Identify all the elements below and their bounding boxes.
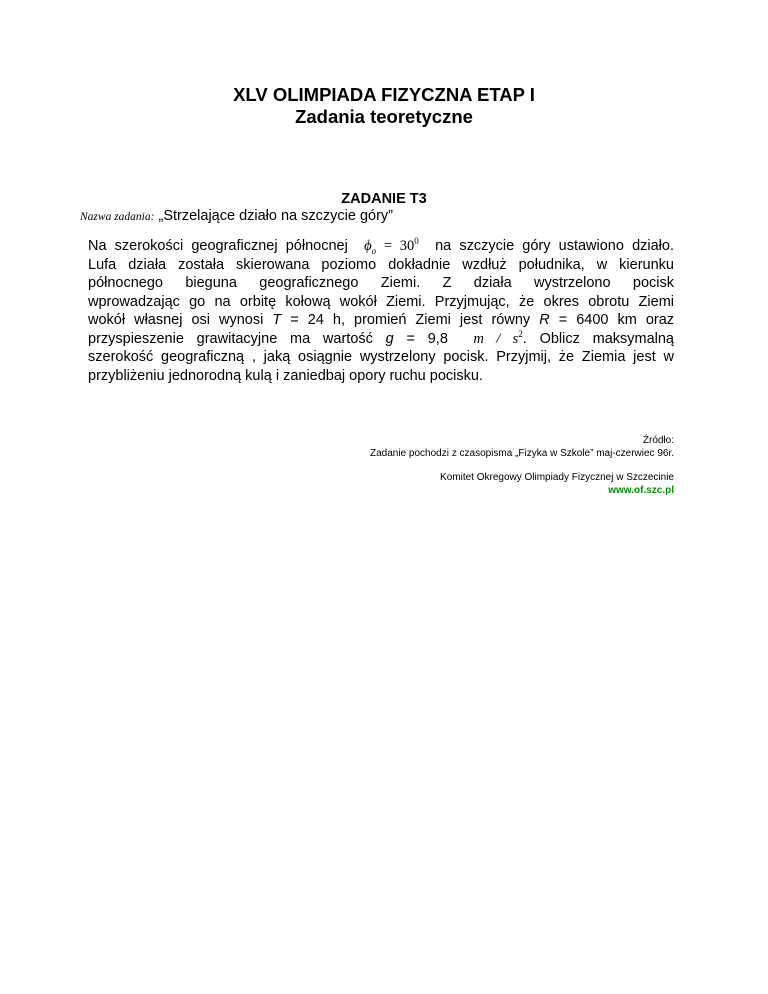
period-symbol: T: [272, 312, 282, 328]
latitude-formula: [364, 238, 419, 254]
degree-superscript: 0: [414, 236, 419, 247]
gravity-value: = 9,8: [406, 330, 448, 347]
body-line: północnego bieguna geograficznego Ziemi. Z działa wystrzelono pocisk: [88, 275, 674, 291]
source-label: Źródło:: [642, 435, 674, 446]
task-name-label: Nazwa zadania:: [80, 211, 155, 223]
phi-symbol: ϕ: [364, 238, 372, 254]
website-link[interactable]: www.of.szc.pl: [608, 485, 674, 496]
body-line: Lufa działa została skierowana poziomo dokładnie wzdłuż południka, w kierunku: [88, 256, 674, 273]
body-line: [88, 330, 674, 349]
section-subtitle: Zadania teoretyczne: [295, 106, 473, 127]
body-line: przybliżeniu jednorodną kulą i zaniedbaj opory ruchu pocisku.: [88, 367, 483, 384]
body-line: wprowadzając go na orbitę kołową wokół Ziemi. Przyjmując, że okres obrotu Ziemi: [88, 293, 674, 310]
body-text-segment: = 6400 km oraz: [558, 312, 675, 328]
body-text-segment: Na szerokości geograficznej północnej: [88, 238, 348, 254]
unit-text: m / s: [473, 330, 519, 347]
task-body: [88, 237, 674, 385]
radius-symbol: R: [539, 312, 550, 328]
task-heading: ZADANIE T3: [341, 191, 427, 207]
task-name-row: [80, 208, 393, 224]
body-text-segment: = 24 h, promień Ziemi jest równy: [290, 312, 531, 328]
task-name: „Strzelające działo na szczycie góry”: [158, 208, 393, 224]
source-text: Zadanie pochodzi z czasopisma „Fizyka w Szkole” maj-czerwiec 96r.: [370, 448, 674, 459]
body-text-segment: . Oblicz maksymalną: [522, 330, 675, 347]
body-text-segment: przyspieszenie grawitacyjne ma wartość: [88, 330, 373, 347]
unit-formula: [473, 328, 523, 347]
body-line: [88, 311, 674, 330]
gravity-symbol: g: [385, 330, 394, 347]
body-text-segment: wokół własnej osi wynosi: [88, 312, 264, 328]
phi-subscript: o: [371, 245, 377, 256]
unit-superscript: 2: [518, 328, 523, 339]
body-line: [88, 237, 674, 256]
body-line: szerokość geograficzną , jaką osiągnie wystrzelony pocisk. Przyjmij, że Ziemia jest w: [88, 349, 674, 365]
olympiad-title: XLV OLIMPIADA FIZYCZNA ETAP I: [233, 84, 535, 105]
committee-name: Komitet Okregowy Olimpiady Fizycznej w Szczecinie: [440, 472, 674, 483]
body-text-segment: na szczycie góry ustawiono działo.: [435, 238, 674, 254]
phi-value: = 30: [383, 238, 415, 254]
